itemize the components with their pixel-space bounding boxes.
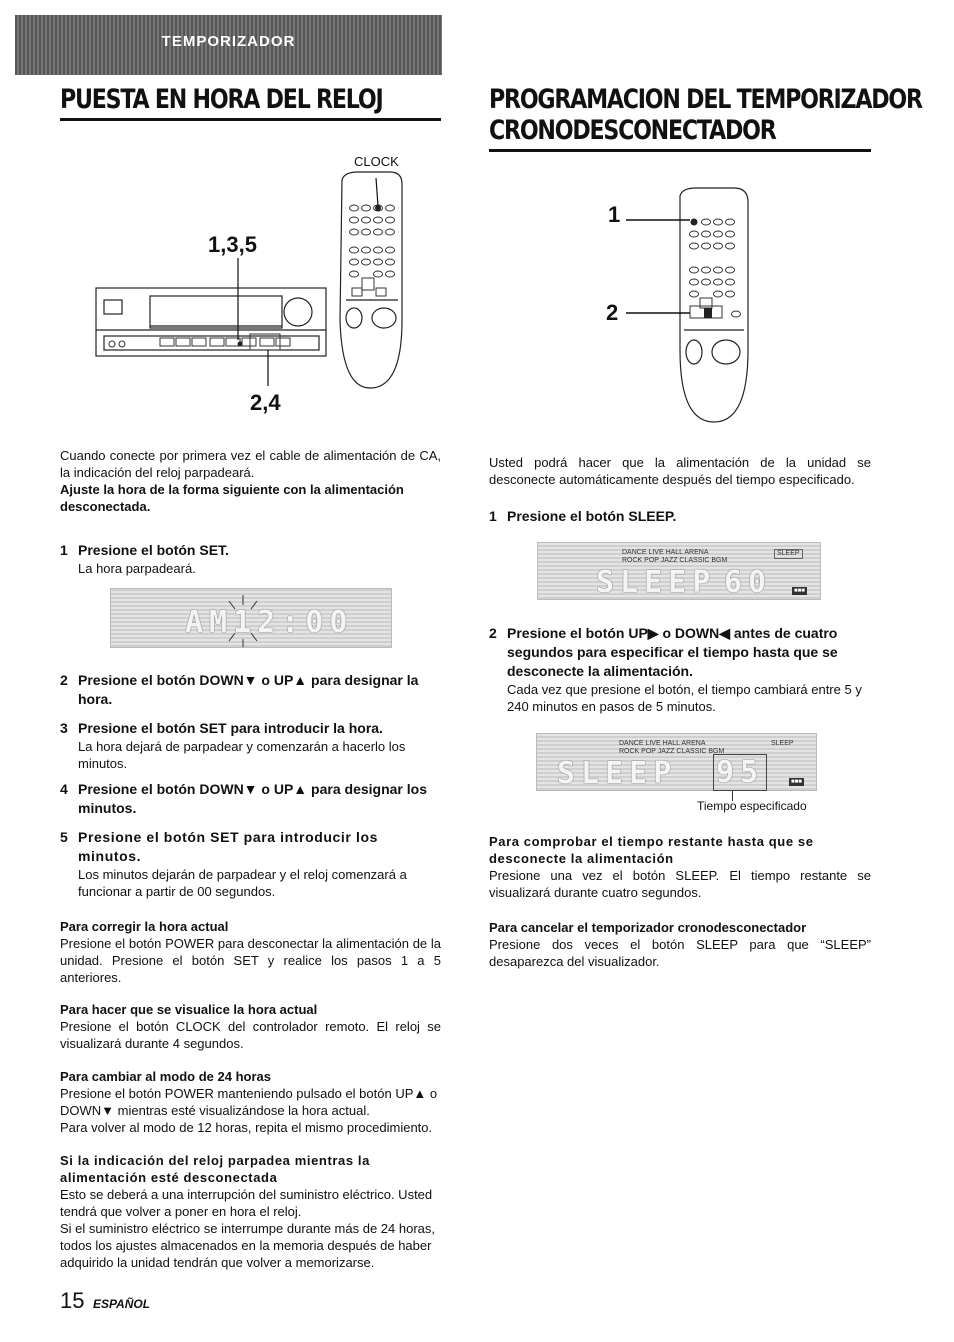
page-number: 15	[60, 1288, 85, 1313]
step-body: La hora parpadeará.	[78, 561, 196, 576]
step-title: Presione el botón UP▶ o DOWN◀ antes de cuatro segundos para especificar el tiempo hasta que se desconecte la alimentación.	[507, 625, 838, 679]
right-title-rule	[489, 149, 871, 152]
subsection-body: Presione dos veces el botón SLEEP para que “SLEEP” desaparezca del visualizador.	[489, 937, 871, 969]
steps-label-135: 1,3,5	[208, 232, 257, 257]
mode-tags-top: DANCE LIVE HALL ARENA	[622, 549, 709, 556]
sleep-display-text: SLEEP	[596, 565, 717, 600]
step-body: Cada vez que presione el botón, el tiempo cambiará entre 5 y 240 minutos en pasos de 5 minutos.	[507, 682, 862, 714]
subsection-body: Presione una vez el botón SLEEP. El tiempo restante se visualizará durante cuatro segundos.	[489, 868, 871, 900]
step-title: Presione el botón DOWN▼ o UP▲ para designar la hora.	[78, 672, 419, 707]
sleep-display-95	[536, 733, 817, 791]
step-number: 2	[60, 672, 68, 688]
left-step-5	[60, 828, 441, 900]
sleep-display-minutes: 95	[713, 754, 767, 791]
step-number: 1	[60, 542, 68, 558]
step-title: Presione el botón DOWN▼ o UP▲ para designar los minutos.	[78, 781, 427, 816]
subsection-title: Para comprobar el tiempo restante hasta que se desconecte la alimentación	[489, 834, 814, 866]
step-label-2: 2	[606, 300, 619, 325]
section-header	[15, 15, 442, 75]
remote-control-icon	[600, 180, 770, 430]
sleep-display-minutes: 60	[724, 565, 773, 600]
step-title: Presione el botón SET.	[78, 542, 229, 558]
subsection-body-2: Si el suministro eléctrico se interrumpe durante más de 24 horas, todos los ajustes almacenados en la memoria después de haber adquirido la unidad tendrán que volver a memorizarse.	[60, 1221, 436, 1270]
left-subsection-4	[60, 1152, 441, 1271]
subsection-title: Para cambiar al modo de 24 horas	[60, 1069, 271, 1084]
tiempo-especificado-label: Tiempo especificado	[697, 799, 807, 813]
left-step-1	[60, 541, 441, 577]
left-subsection-1	[60, 918, 441, 986]
subsection-body: Presione el botón CLOCK del controlador remoto. El reloj se visualizará durante 4 segundos.	[60, 1019, 441, 1051]
step-title: Presione el botón SLEEP.	[507, 508, 677, 524]
step-number: 2	[489, 625, 497, 641]
left-section-title: PUESTA EN HORA DEL RELOJ	[60, 84, 383, 115]
step-number: 5	[60, 829, 69, 845]
left-step-4	[60, 780, 441, 818]
section-header-label: TEMPORIZADOR	[161, 33, 296, 50]
right-title-line2: CRONODESCONECTADOR	[489, 115, 776, 146]
clock-setting-illustration	[90, 150, 420, 420]
subsection-title: Para corregir la hora actual	[60, 919, 229, 934]
subsection-title: Si la indicación del reloj parpadea mientras la alimentación esté desconectada	[60, 1153, 370, 1185]
sleep-display-60	[537, 542, 821, 600]
left-step-3	[60, 719, 441, 772]
clock-label: CLOCK	[354, 154, 399, 169]
subsection-body: Esto se deberá a una interrupción del suministro eléctrico. Usted tendrá que volver a poner en hora el reloj.	[60, 1187, 433, 1219]
steps-label-24: 2,4	[250, 390, 281, 415]
clock-display	[110, 588, 392, 648]
mode-tags-bottom: ROCK POP JAZZ CLASSIC BGM	[619, 748, 725, 755]
right-title-line1: PROGRAMACION DEL TEMPORIZADOR	[489, 84, 922, 115]
page-footer	[60, 1288, 150, 1314]
step-title: Presione el botón SET para introducir los minutos.	[78, 829, 378, 864]
left-title-rule	[60, 118, 441, 121]
sleep-display-text: SLEEP	[557, 756, 678, 791]
step-number: 1	[489, 508, 497, 524]
step-body: Los minutos dejarán de parpadear y el reloj comenzará a funcionar a partir de 00 segundos.	[78, 867, 407, 899]
left-subsection-3	[60, 1068, 441, 1136]
left-column	[60, 447, 441, 515]
receiver-and-remote-icon	[90, 150, 420, 420]
right-step-1	[489, 507, 871, 526]
language-label: ESPAÑOL	[92, 1297, 151, 1311]
dark-indicator-icon: ■■■	[791, 779, 802, 785]
subsection-title: Para cancelar el temporizador cronodesconectador	[489, 920, 807, 935]
left-step-2	[60, 671, 441, 709]
dark-indicator-icon: ■■■	[794, 588, 805, 594]
right-subsection-1	[489, 833, 871, 901]
subsection-body: Presione el botón POWER manteniendo pulsado el botón UP▲ o DOWN▼ mientras esté visualizándose la hora actual.	[60, 1086, 438, 1118]
sleep-remote-illustration	[600, 180, 770, 430]
step-label-1: 1	[608, 202, 621, 227]
step-number: 3	[60, 720, 68, 736]
step-number: 4	[60, 781, 68, 797]
subsection-body: Presione el botón POWER para desconectar la alimentación de la unidad. Presione el botón SET y realice los pasos 1 a 5 anteriores.	[60, 936, 441, 985]
right-intro: Usted podrá hacer que la alimentación de la unidad se desconecte automáticamente después del tiempo especificado.	[489, 455, 871, 487]
sleep-indicator: SLEEP	[771, 740, 794, 747]
clock-display-value: AM12:00	[185, 605, 354, 640]
right-section-title	[489, 84, 954, 146]
sleep-indicator: SLEEP	[774, 549, 803, 559]
left-intro-bold: Ajuste la hora de la forma siguiente con la alimentación desconectada.	[60, 482, 404, 514]
subsection-title: Para hacer que se visualice la hora actual	[60, 1002, 318, 1017]
left-subsection-2	[60, 1001, 441, 1052]
mode-tags-bottom: ROCK POP JAZZ CLASSIC BGM	[622, 557, 728, 564]
right-subsection-2	[489, 919, 871, 970]
right-step-2	[489, 624, 871, 715]
step-title: Presione el botón SET para introducir la hora.	[78, 720, 383, 736]
mode-tags-top: DANCE LIVE HALL ARENA	[619, 740, 706, 747]
step-body: La hora dejará de parpadear y comenzarán a hacerlo los minutos.	[78, 739, 406, 771]
left-intro: Cuando conecte por primera vez el cable de alimentación de CA, la indicación del reloj parpadeará.	[60, 448, 441, 480]
subsection-body-2: Para volver al modo de 12 horas, repita el mismo procedimiento.	[60, 1120, 433, 1135]
right-intro-block	[489, 454, 871, 488]
